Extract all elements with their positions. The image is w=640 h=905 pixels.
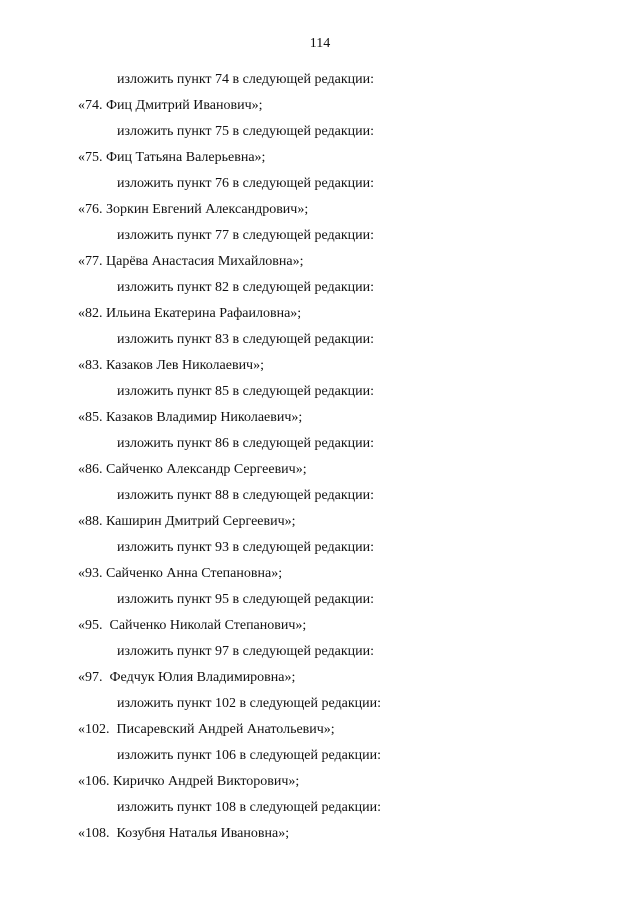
amendment-instruction: изложить пункт 97 в следующей редакции: xyxy=(117,644,374,659)
amendment-entry: «76. Зоркин Евгений Александрович»; xyxy=(78,202,309,217)
amendment-entry: «82. Ильина Екатерина Рафаиловна»; xyxy=(78,306,302,321)
amendment-instruction: изложить пункт 88 в следующей редакции: xyxy=(117,488,374,503)
amendment-entry: «106. Киричко Андрей Викторович»; xyxy=(78,774,300,789)
amendment-instruction: изложить пункт 85 в следующей редакции: xyxy=(117,384,374,399)
amendment-entry: «74. Фиц Дмитрий Иванович»; xyxy=(78,98,263,113)
amendment-entry: «102. Писаревский Андрей Анатольевич»; xyxy=(78,722,335,737)
amendment-instruction: изложить пункт 106 в следующей редакции: xyxy=(117,748,381,763)
amendment-instruction: изложить пункт 76 в следующей редакции: xyxy=(117,176,374,191)
amendment-instruction: изложить пункт 93 в следующей редакции: xyxy=(117,540,374,555)
amendment-instruction: изложить пункт 83 в следующей редакции: xyxy=(117,332,374,347)
amendment-instruction: изложить пункт 75 в следующей редакции: xyxy=(117,124,374,139)
page-number: 114 xyxy=(309,36,331,51)
amendment-entry: «88. Каширин Дмитрий Сергеевич»; xyxy=(78,514,296,529)
amendment-entry: «86. Сайченко Александр Сергеевич»; xyxy=(78,462,307,477)
amendment-instruction: изложить пункт 108 в следующей редакции: xyxy=(117,800,381,815)
amendment-instruction: изложить пункт 86 в следующей редакции: xyxy=(117,436,374,451)
amendment-entry: «97. Федчук Юлия Владимировна»; xyxy=(78,670,296,685)
amendment-instruction: изложить пункт 77 в следующей редакции: xyxy=(117,228,374,243)
amendment-list xyxy=(0,67,640,847)
amendment-instruction: изложить пункт 102 в следующей редакции: xyxy=(117,696,381,711)
amendment-entry: «95. Сайченко Николай Степанович»; xyxy=(78,618,307,633)
amendment-entry: «85. Казаков Владимир Николаевич»; xyxy=(78,410,303,425)
amendment-entry: «93. Сайченко Анна Степановна»; xyxy=(78,566,283,581)
amendment-entry: «83. Казаков Лев Николаевич»; xyxy=(78,358,264,373)
amendment-instruction: изложить пункт 82 в следующей редакции: xyxy=(117,280,374,295)
amendment-instruction: изложить пункт 74 в следующей редакции: xyxy=(117,72,374,87)
amendment-entry: «77. Царёва Анастасия Михайловна»; xyxy=(78,254,304,269)
amendment-entry: «75. Фиц Татьяна Валерьевна»; xyxy=(78,150,266,165)
amendment-entry: «108. Козубня Наталья Ивановна»; xyxy=(78,826,290,841)
amendment-instruction: изложить пункт 95 в следующей редакции: xyxy=(117,592,374,607)
